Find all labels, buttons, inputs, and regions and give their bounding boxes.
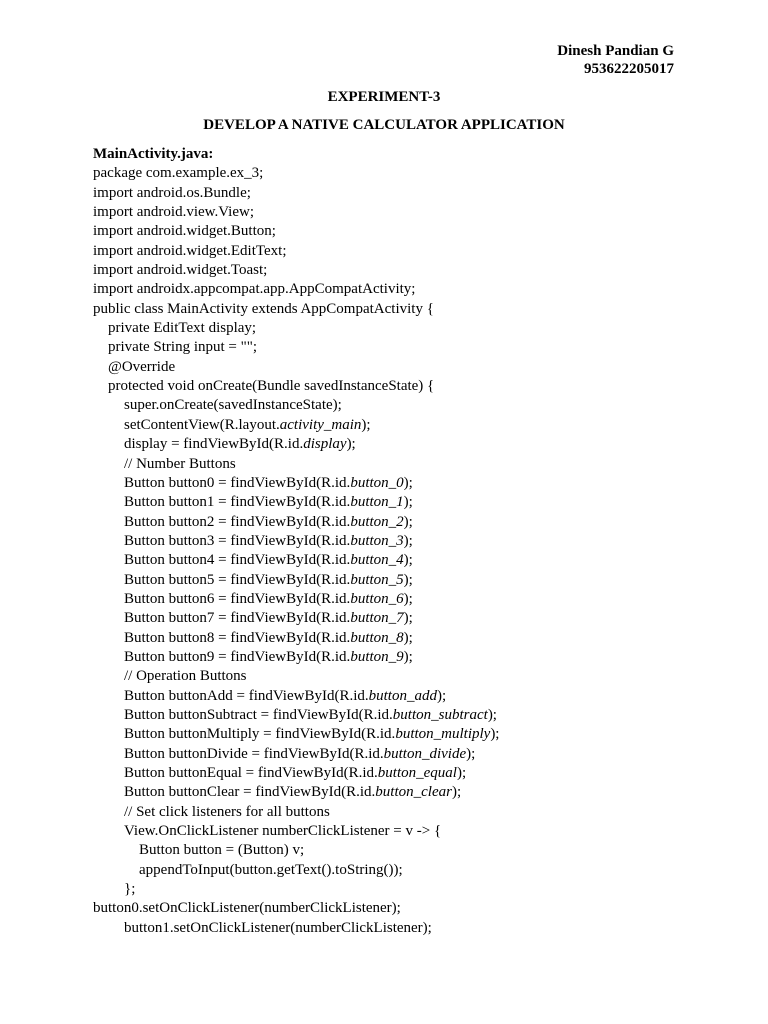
code-line	[93, 261, 733, 280]
code-text: );	[451, 784, 462, 801]
code-text: private EditText display;	[108, 320, 257, 337]
code-identifier: button_2	[350, 513, 404, 530]
code-text: );	[403, 474, 413, 491]
code-text: );	[466, 745, 476, 762]
code-text: button0.setOnClickListener(numberClickListener);	[93, 900, 401, 917]
code-text: );	[403, 648, 413, 665]
code-text: );	[403, 571, 413, 588]
code-text: Button button = (Button) v;	[139, 842, 305, 859]
author-block	[557, 42, 674, 78]
code-line	[93, 184, 733, 203]
code-line	[93, 396, 733, 415]
code-text: );	[403, 590, 413, 607]
author-name: Dinesh Pandian G	[557, 43, 674, 59]
code-text: Button button7 = findViewById(R.id.	[124, 610, 351, 627]
document-title: DEVELOP A NATIVE CALCULATOR APPLICATION	[203, 117, 565, 133]
code-text: );	[436, 687, 447, 704]
code-line	[93, 338, 733, 357]
code-identifier: button_multiply	[395, 726, 491, 743]
code-text: appendToInput(button.getText().toString());	[139, 861, 403, 878]
code-text: private String input = "";	[108, 339, 258, 356]
code-text: Button button1 = findViewById(R.id.	[124, 494, 351, 511]
code-line	[93, 687, 733, 706]
code-line	[93, 532, 733, 551]
code-identifier: button_3	[350, 532, 404, 549]
code-line	[93, 725, 733, 744]
code-text: import android.widget.EditText;	[93, 242, 287, 259]
code-text: Button button3 = findViewById(R.id.	[124, 532, 351, 549]
code-text: );	[403, 552, 413, 569]
code-line	[93, 648, 733, 667]
code-identifier: button_subtract	[392, 706, 488, 723]
code-text: import android.widget.Button;	[93, 223, 276, 240]
code-text: import android.view.View;	[93, 204, 255, 221]
code-identifier: button_9	[350, 648, 404, 665]
code-text: );	[403, 494, 413, 511]
code-line	[93, 629, 733, 648]
code-identifier: button_8	[350, 629, 404, 646]
code-line	[93, 706, 733, 725]
code-line	[93, 513, 733, 532]
code-text: Button buttonClear = findViewById(R.id.	[124, 784, 376, 801]
code-identifier: display	[303, 436, 347, 453]
code-text: Button button9 = findViewById(R.id.	[124, 648, 351, 665]
code-line	[93, 164, 733, 183]
code-line	[93, 745, 733, 764]
code-line	[93, 416, 733, 435]
code-text: import androidx.appcompat.app.AppCompatActivity;	[93, 281, 416, 298]
code-identifier: button_clear	[375, 784, 452, 801]
code-line	[93, 358, 733, 377]
experiment-label: EXPERIMENT-3	[327, 89, 441, 105]
code-text: );	[346, 436, 356, 453]
code-line	[93, 861, 733, 880]
code-line	[93, 783, 733, 802]
code-identifier: button_equal	[377, 765, 457, 781]
code-text: );	[487, 706, 497, 723]
code-text: Button button8 = findViewById(R.id.	[124, 629, 351, 646]
code-text: // Number Buttons	[124, 455, 236, 472]
code-identifier: button_add	[368, 687, 437, 704]
code-line	[93, 551, 733, 570]
code-line	[93, 822, 733, 841]
code-text: );	[403, 629, 413, 646]
code-line	[93, 455, 733, 474]
code-text: };	[124, 881, 136, 898]
code-line	[93, 919, 733, 938]
code-text: Button buttonAdd = findViewById(R.id.	[124, 687, 369, 704]
roll-number: 953622205017	[584, 61, 674, 77]
code-line	[93, 203, 733, 222]
code-identifier: button_4	[350, 552, 404, 569]
code-text: );	[403, 532, 413, 549]
code-text: // Operation Buttons	[124, 668, 247, 685]
code-identifier: button_7	[350, 610, 404, 627]
code-line	[93, 493, 733, 512]
code-text: );	[361, 416, 371, 433]
code-line	[93, 222, 733, 241]
code-text: super.onCreate(savedInstanceState);	[124, 397, 342, 414]
code-line	[93, 609, 733, 628]
code-line	[93, 435, 733, 454]
code-line	[93, 667, 733, 686]
code-line	[93, 880, 733, 899]
code-line	[93, 590, 733, 609]
code-line	[93, 571, 733, 590]
code-line	[93, 841, 733, 860]
code-text: Button button4 = findViewById(R.id.	[124, 552, 351, 569]
code-text: package com.example.ex_3;	[93, 165, 264, 182]
code-line	[93, 242, 733, 261]
code-line	[93, 377, 733, 396]
file-name-heading: MainActivity.java:	[93, 146, 214, 162]
code-text: display = findViewById(R.id.	[124, 436, 304, 453]
code-text: Button button2 = findViewById(R.id.	[124, 513, 351, 530]
code-line	[93, 899, 733, 918]
code-identifier: button_6	[350, 590, 404, 607]
code-block	[93, 145, 733, 938]
code-text: );	[456, 765, 467, 781]
code-identifier: button_0	[350, 474, 404, 491]
code-text: Button button5 = findViewById(R.id.	[124, 571, 351, 588]
code-text: protected void onCreate(Bundle savedInstanceState) {	[108, 378, 435, 395]
code-text: public class MainActivity extends AppCompatActivity {	[93, 300, 434, 317]
code-text: Button buttonEqual = findViewById(R.id.	[124, 765, 378, 781]
code-text: View.OnClickListener numberClickListener = v -> {	[124, 823, 442, 840]
code-identifier: button_5	[350, 571, 404, 588]
code-line	[93, 803, 733, 822]
code-identifier: button_divide	[383, 745, 467, 762]
code-text: Button buttonMultiply = findViewById(R.id.	[124, 726, 396, 743]
code-line	[93, 280, 733, 299]
code-text: Button button6 = findViewById(R.id.	[124, 590, 351, 607]
code-text: );	[403, 513, 413, 530]
code-text: Button button0 = findViewById(R.id.	[124, 474, 351, 491]
code-identifier: activity_main	[279, 416, 362, 433]
code-line	[93, 764, 733, 783]
code-line	[93, 319, 733, 338]
code-text: );	[403, 610, 413, 627]
code-identifier: button_1	[350, 494, 404, 511]
code-text: Button buttonSubtract = findViewById(R.id.	[124, 706, 393, 723]
code-text: @Override	[108, 358, 176, 375]
code-text: setContentView(R.layout.	[124, 416, 280, 433]
code-text: Button buttonDivide = findViewById(R.id.	[124, 745, 384, 762]
code-text: import android.widget.Toast;	[93, 262, 268, 279]
code-text: button1.setOnClickListener(numberClickListener);	[124, 919, 432, 936]
code-text: import android.os.Bundle;	[93, 184, 251, 201]
code-line	[93, 300, 733, 319]
code-line	[93, 474, 733, 493]
code-text: // Set click listeners for all buttons	[124, 803, 330, 820]
code-text: );	[490, 726, 500, 743]
